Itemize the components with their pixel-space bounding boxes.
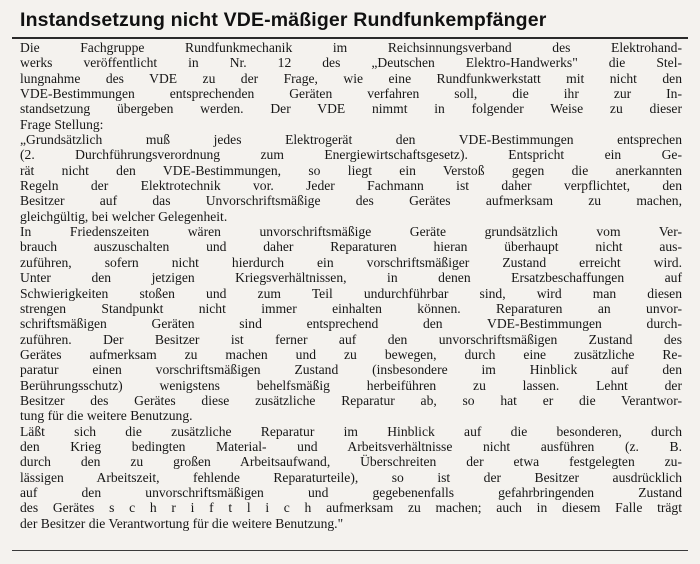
text-line: Die Fachgruppe Rundfunkmechanik im Reichsinnungsverband des Elektrohand- <box>20 40 682 55</box>
article-headline: Instandsetzung nicht VDE-mäßiger Rundfunkempfänger <box>20 9 547 31</box>
text-line: Frage Stellung: <box>20 116 104 132</box>
text-line: lässigen Arbeitszeit, fehlende Reparaturteile), so ist der Besitzer ausdrücklich <box>20 469 682 485</box>
text-line: zuführen. Der Besitzer ist ferner auf den unvorschriftsmäßigen Zustand des <box>20 331 682 347</box>
text-line: lungnahme des VDE zu der Frage, wie eine Rundfunkwerkstatt mit nicht den <box>20 70 682 86</box>
text-line: In Friedenszeiten wären unvorschriftsmäßige Geräte grundsätzlich vom Ver- <box>20 224 682 240</box>
text-line: Besitzer auf das Unvorschriftsmäßige des Gerätes aufmerksam zu machen, <box>20 193 682 209</box>
text-line: „Grundsätzlich muß jedes Elektrogerät den VDE-Bestimmungen entsprechen <box>20 132 682 148</box>
text-line: Berührungsschutz) wenigstens behelfsmäßig herbeiführen zu lassen. Lehnt der <box>20 377 682 393</box>
article-body <box>20 40 682 531</box>
text-line: Unter den jetzigen Kriegsverhältnissen, in denen Ersatzbeschaffungen auf <box>20 270 682 286</box>
text-line: Besitzer des Gerätes diese zusätzliche Reparatur ab, so hat er die Verantwor- <box>20 392 682 408</box>
text-line: werks veröffentlicht in Nr. 12 des „Deutschen Elektro-Handwerks" die Stel- <box>20 55 682 71</box>
text-line: schriftsmäßigen Geräten sind entsprechend den VDE-Bestimmungen durch- <box>20 316 682 332</box>
text-line: strengen Standpunkt nicht immer einhalten können. Reparaturen an unvor- <box>20 300 682 316</box>
text-line: den Krieg bedingten Material- und Arbeitsverhältnisse nicht ausführen (z. B. <box>20 438 682 454</box>
text-line: brauch auszuschalten und daher Reparaturen hieran überhaupt nicht aus- <box>20 239 682 255</box>
text-line: gleichgültig, bei welcher Gelegenheit. <box>20 208 228 224</box>
text-line: durch den zu großen Arbeitsaufwand, Überschreiten der etwa festgelegten zu- <box>20 454 682 470</box>
text-line: Läßt sich die zusätzliche Reparatur im Hinblick auf die besonderen, durch <box>20 423 682 439</box>
text-line: Gerätes aufmerksam zu machen und zu bewegen, durch eine zusätzliche Re- <box>20 346 682 362</box>
text-line: auf den unvorschriftsmäßigen und gegebenenfalls gefahrbringenden Zustand <box>20 484 682 500</box>
text-line: zuführen, sofern nicht hierdurch ein vorschriftsmäßiger Zustand erreicht wird. <box>20 254 682 270</box>
text-line: VDE-Bestimmungen entsprechenden Geräten verfahren soll, die ihr zur In- <box>20 86 682 102</box>
text-line: paratur einen vorschriftsmäßigen Zustand (insbesondere im Hinblick auf den <box>20 362 682 378</box>
text-line: der Besitzer die Verantwortung für die weitere Benutzung." <box>20 515 344 531</box>
text-line: tung für die weitere Benutzung. <box>20 408 193 424</box>
text-line: des Gerätes s c h r i f t l i c h aufmerksam zu machen; auch in diesem Falle trägt <box>20 500 682 516</box>
text-line: standsetzung übergeben werden. Der VDE nimmt in folgender Weise zu dieser <box>20 101 682 117</box>
text-line: Schwierigkeiten stoßen und zum Teil undurchführbar sind, wird man diesen <box>20 285 682 301</box>
text-line: (2. Durchführungsverordnung zum Energiewirtschaftsgesetz). Entspricht ein Ge- <box>20 147 682 163</box>
text-line: rät nicht den VDE-Bestimmungen, so liegt ein Verstoß gegen die anerkannten <box>20 162 682 178</box>
text-line: Regeln der Elektrotechnik vor. Jeder Fachmann ist daher verpflichtet, den <box>20 178 682 194</box>
